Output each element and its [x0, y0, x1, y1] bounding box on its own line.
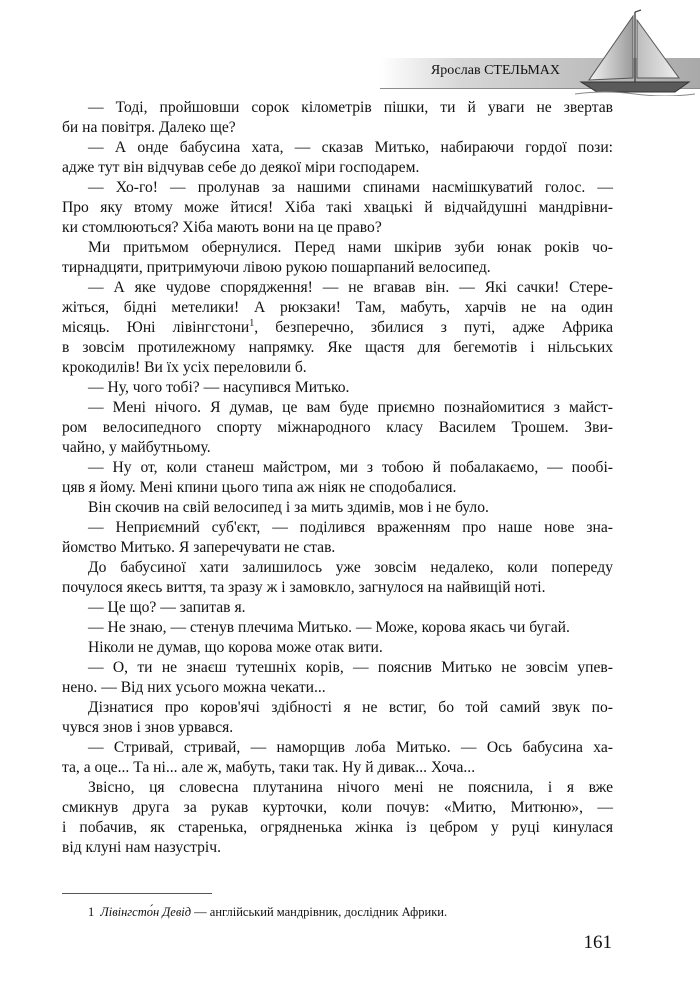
- text-line: Він скочив на свій велосипед і за мить здимів, мов і не було.: [88, 499, 489, 516]
- text-line-with-footnote-ref: [62, 318, 613, 338]
- text-line: Ми притьмом обернулися. Перед нами шкірив зуби юнак років чо-: [88, 239, 613, 256]
- text-line: — Ну, чого тобі? — насупився Митько.: [88, 379, 350, 396]
- text-line: До бабусиної хати залишилось уже зовсім недалеко, коли попереду: [88, 559, 613, 576]
- text-line: в зовсім протилежному напрямку. Яке щастя для бегемотів і нільських: [62, 339, 613, 356]
- text-line: цяв я йому. Мені кпини цього типа аж ніяк не сподобалися.: [62, 479, 457, 496]
- text-line: нено. — Від них усього можна чекати...: [62, 679, 326, 696]
- text-line: жіться, бідні метелики! А рюкзаки! Там, мабуть, харчів не на один: [62, 299, 613, 316]
- text-line: — Хо-го! — пролунав за нашими спинами насмішкуватий голос. —: [88, 179, 613, 196]
- text-line: — Неприємний суб'єкт, — поділився враженням про наше нове зна-: [88, 519, 613, 536]
- text-segment: місяць. Юні лівінгстони: [62, 319, 250, 336]
- text-line: тирнадцяти, притримуючи лівою рукою пошарпаний велосипед.: [62, 259, 491, 276]
- text-line: Ніколи не думав, що корова може отак вити.: [88, 639, 383, 656]
- text-line: крокодилів! Ви їх усіх переловили б.: [62, 359, 307, 376]
- text-line: і побачив, як старенька, огрядненька жінка із цебром у руці кинулася: [62, 819, 613, 836]
- text-line: чувся знов і знов урвався.: [62, 719, 234, 736]
- text-line: Звісно, ця словесна плутанина нічого мені не пояснила, і я вже: [88, 779, 613, 796]
- text-line: та, а оце... Та ні... але ж, мабуть, таки так. Ну й дивак... Хоча...: [62, 759, 476, 776]
- text-line: Дізнатися про коров'ячі здібності я не встиг, бо той самий звук по-: [88, 699, 613, 716]
- text-line: ром велосипедного спорту міжнародного класу Василем Трошем. Зви-: [62, 419, 613, 436]
- running-header-author: Ярослав СТЕЛЬМАХ: [430, 63, 560, 78]
- footnote-divider: [62, 893, 212, 894]
- footnote-mark: 1: [88, 905, 95, 919]
- text-line: смикнув друга за рукав курточки, коли почув: «Митю, Митюню», —: [62, 799, 613, 816]
- text-line: — Мені нічого. Я думав, це вам буде приємно познайомитися з майст-: [88, 399, 613, 416]
- text-line: чайно, у майбутньому.: [62, 439, 211, 456]
- text-line: — Це що? — запитав я.: [88, 599, 246, 616]
- text-line: ки стомлюються? Хіба мають вони на це право?: [62, 219, 382, 236]
- text-line: почулося якесь виття, та зразу ж і замовкло, загнулося на найвищій ноті.: [62, 579, 546, 596]
- text-line: — Не знаю, — стенув плечима Митько. — Може, корова якась чи бугай.: [88, 619, 570, 636]
- text-line: — Стривай, стривай, — наморщив лоба Митько. — Ось бабусина ха-: [88, 739, 613, 756]
- text-segment: , безперечно, збилися з путі, адже Африка: [254, 319, 613, 336]
- sailboat-icon: [575, 8, 695, 96]
- text-line: — Тоді, пройшовши сорок кілометрів пішки, ти й уваги не звертав: [88, 99, 613, 116]
- text-line: від клуні нам назустріч.: [62, 839, 221, 856]
- footnote-text: — англійський мандрівник, дослідник Африки.: [191, 905, 448, 919]
- text-line: — Ну от, коли станеш майстром, ми з тобою й побалакаємо, — пообі-: [88, 459, 613, 476]
- text-line: — А онде бабусина хата, — сказав Митько, набираючи гордої пози:: [88, 139, 613, 156]
- text-line: адже тут він відчував себе до деякої міри господарем.: [62, 159, 420, 176]
- footnote: [88, 905, 447, 920]
- body-text: [62, 98, 613, 858]
- text-line: Про яку втому може йтися! Хіба такі хвацькі й відчайдушні мандрівни-: [62, 199, 613, 216]
- text-line: йомство Митько. Я заперечувати не став.: [62, 539, 336, 556]
- footnote-reference[interactable]: 1: [249, 317, 255, 329]
- text-line: — О, ти не знаєш тутешніх корів, — пояснив Митько не зовсім упев-: [88, 659, 613, 676]
- text-line: би на повітря. Далеко ще?: [62, 119, 236, 136]
- page-number: 161: [583, 932, 612, 953]
- text-line: — А яке чудове спорядження! — не вгавав він. — Які сачки! Стере-: [88, 279, 613, 296]
- footnote-term: Лівінгсто́н Девід: [100, 905, 192, 919]
